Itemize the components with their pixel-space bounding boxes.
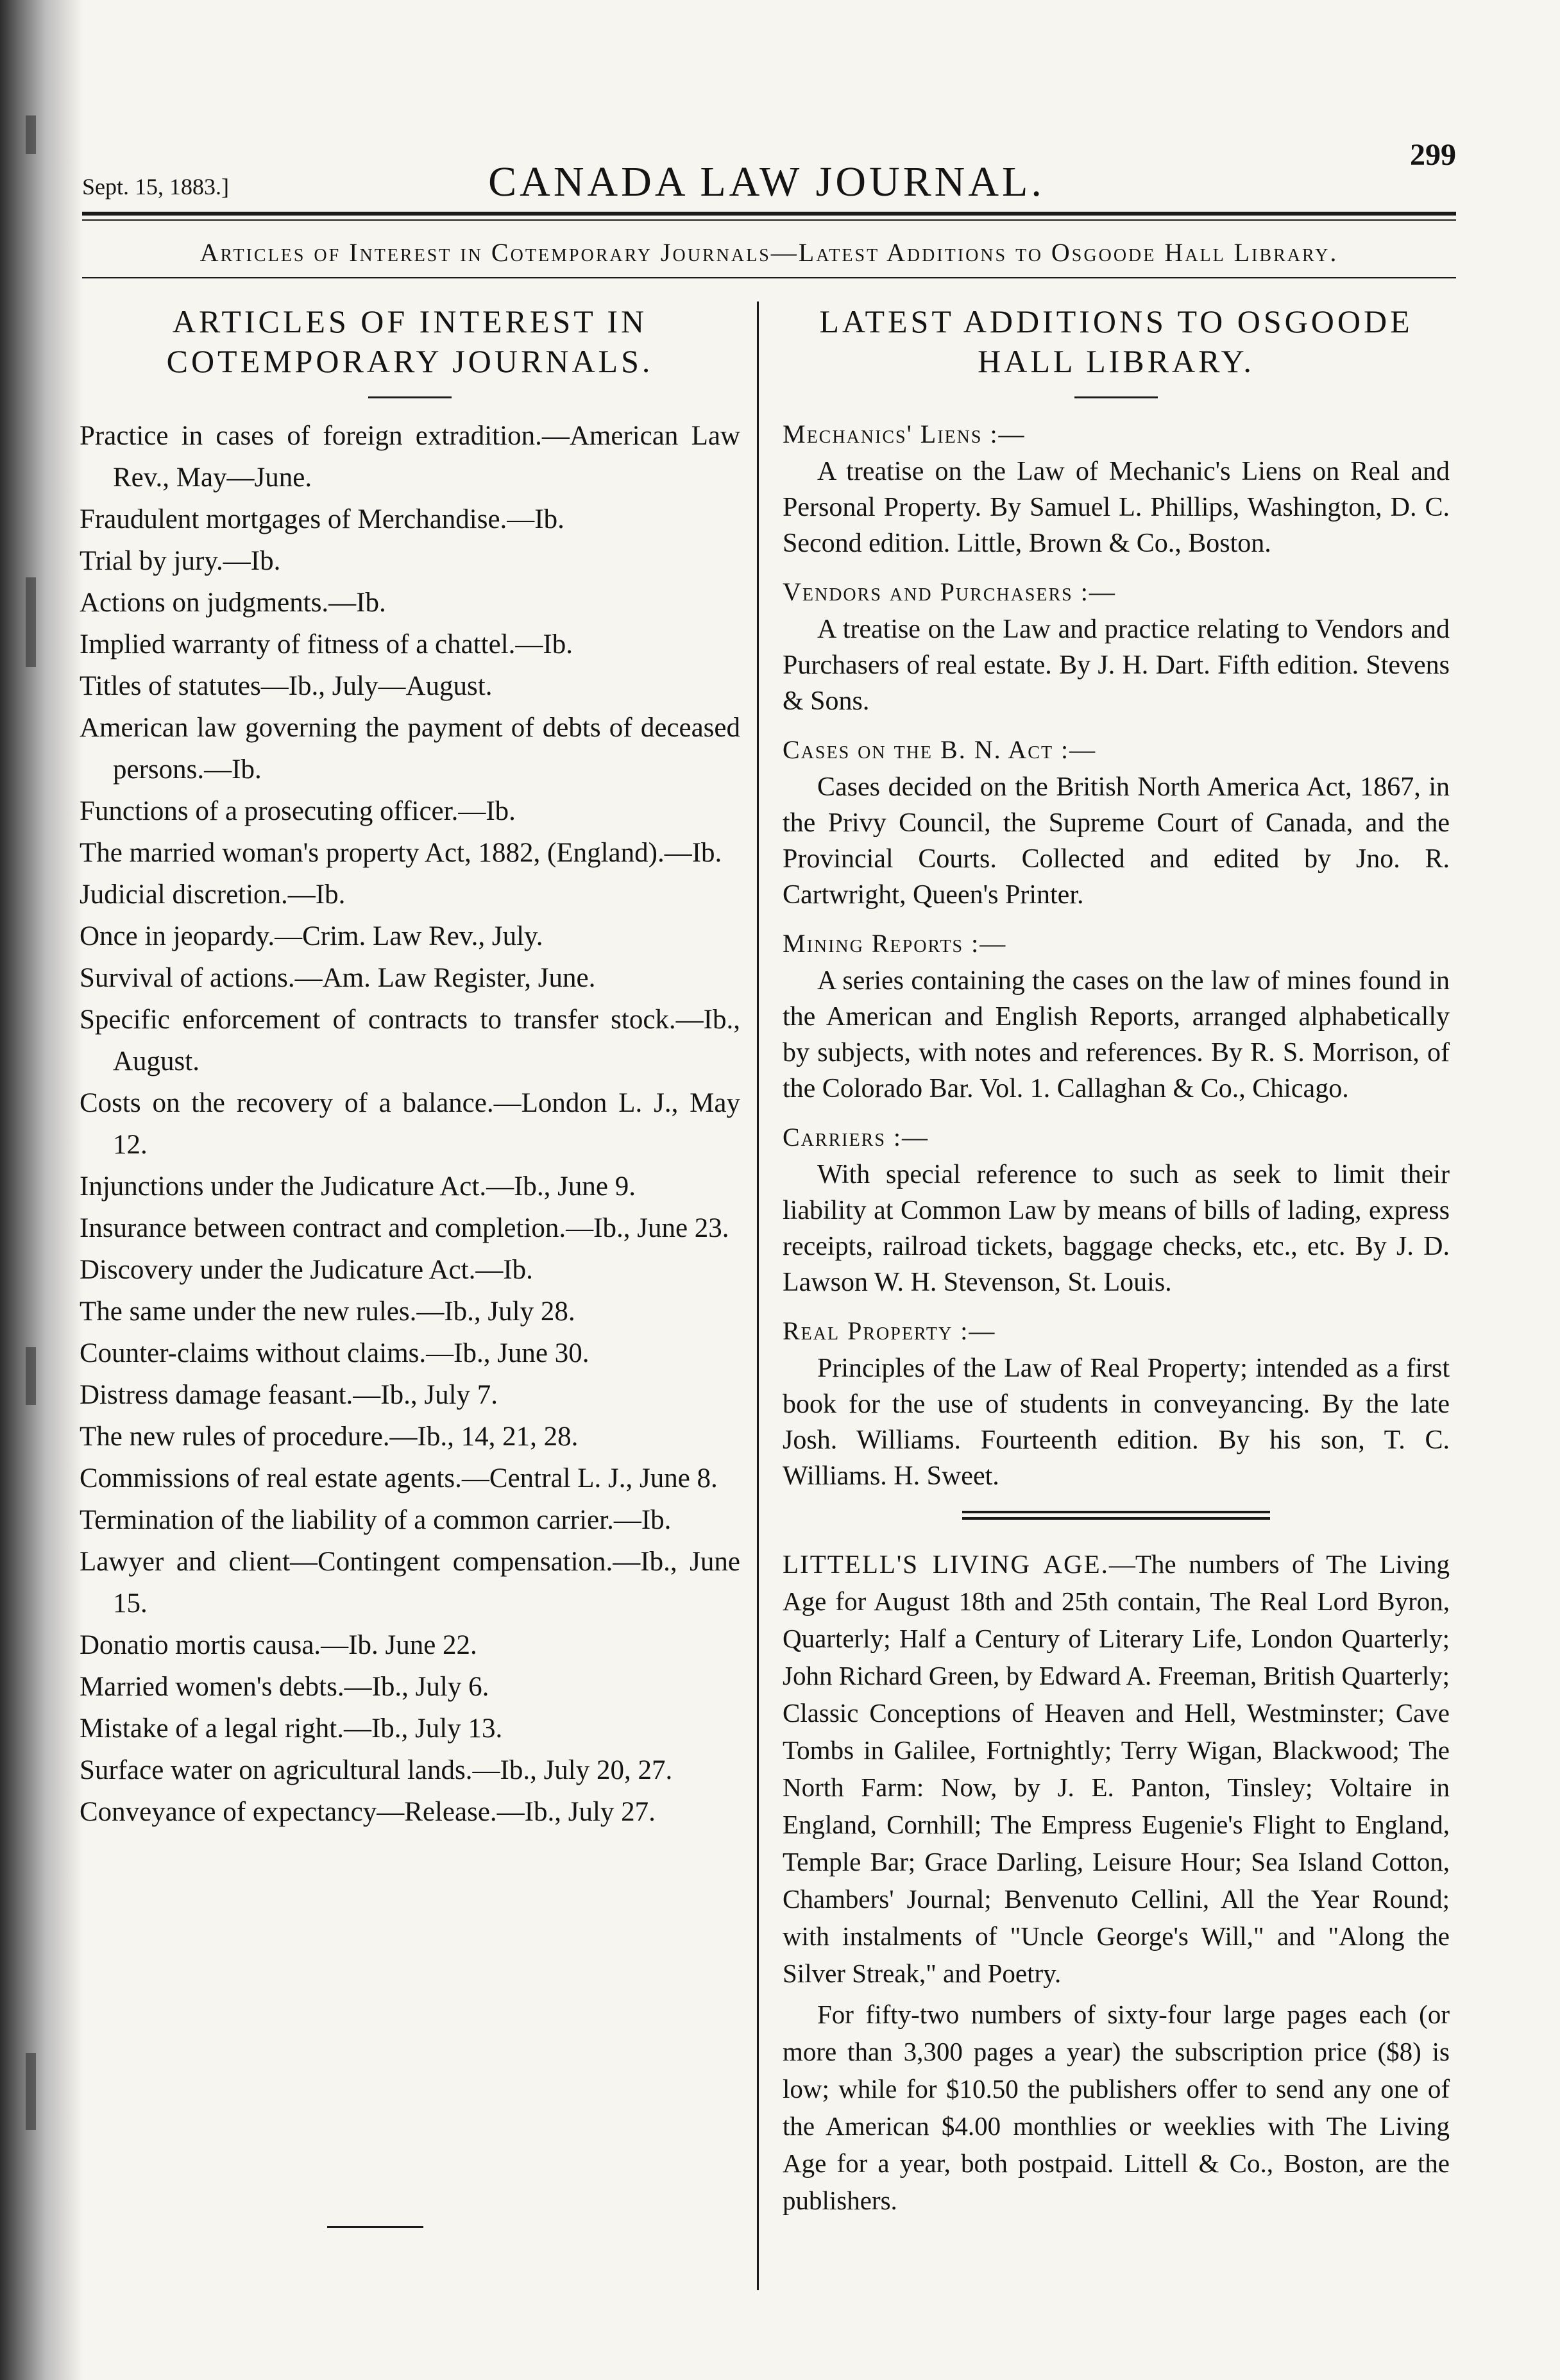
article-entry: Once in jeopardy.—Crim. Law Rev., July. — [80, 921, 543, 951]
article-entry: Implied warranty of fitness of a chattel.—Ib. — [80, 629, 573, 659]
littell-paragraph — [783, 1545, 1450, 1992]
article-entry: Fraudulent mortgages of Merchandise.—Ib. — [80, 504, 564, 534]
article-entry: Specific enforcement of contracts to transfer stock.—Ib., August. — [80, 1005, 740, 1076]
library-section — [783, 573, 1450, 719]
section-body: With special reference to such as seek to limit their liability at Common Law by means of bills of lading, express receipts, railroad tickets, baggage checks, etc., etc. By J. D. Lawson W. H. Stevenson, St. Louis. — [783, 1160, 1450, 1297]
article-entry: Costs on the recovery of a balance.—London L. J., May 12. — [80, 1088, 740, 1160]
section-divider — [962, 1511, 1270, 1520]
page-number: 299 — [1410, 138, 1456, 172]
left-column-heading: ARTICLES OF INTEREST IN COTEMPORARY JOURNALS. — [166, 303, 654, 379]
article-entry: Surface water on agricultural lands.—Ib., July 20, 27. — [80, 1755, 673, 1785]
article-entry: Termination of the liability of a common carrier.—Ib. — [80, 1505, 672, 1535]
article-entry: Married women's debts.—Ib., July 6. — [80, 1672, 489, 1702]
header-rule — [82, 219, 1456, 221]
article-entry: The same under the new rules.—Ib., July 28. — [80, 1296, 575, 1327]
subhead-rule — [82, 277, 1456, 278]
subscription-paragraph: For fifty-two numbers of sixty-four large pages each (or more than 3,300 pages a year) the subscription price ($8) is low; while for $10.50 the publishers offer to send any one of the American $4.00 monthlies or weeklies with The Living Age for a year, both postpaid. Littell & Co., Boston, are the publishers. — [783, 2000, 1450, 2215]
article-entry: Donatio mortis causa.—Ib. June 22. — [80, 1630, 477, 1660]
journal-page — [71, 0, 1462, 2380]
article-entry: Actions on judgments.—Ib. — [80, 588, 386, 618]
section-body: Principles of the Law of Real Property; intended as a first book for the use of students in conveyancing. By the late Josh. Williams. Fourteenth edition. By his son, T. C. Williams. H. Sweet. — [783, 1354, 1450, 1491]
section-body: A treatise on the Law and practice relating to Vendors and Purchasers of real estate. By J. H. Dart. Fifth edition. Stevens & Sons. — [783, 615, 1450, 716]
scan-mark — [26, 1347, 36, 1405]
littell-title: LITTELL'S LIVING AGE. — [783, 1549, 1109, 1579]
article-entry: Mistake of a legal right.—Ib., July 13. — [80, 1713, 503, 1744]
article-entry: Titles of statutes—Ib., July—August. — [80, 671, 493, 701]
section-body: A series containing the cases on the law of mines found in the American and English Reports, arranged alphabetically by subjects, with notes and references. By R. S. Morrison, of the Colorado Bar. Vol. 1. Callaghan & Co., Chicago. — [783, 966, 1450, 1103]
scan-mark — [26, 115, 36, 154]
running-head — [71, 138, 1462, 205]
library-section — [783, 415, 1450, 561]
article-entry: Discovery under the Judicature Act.—Ib. — [80, 1255, 533, 1285]
article-entry: Insurance between contract and completion.—Ib., June 23. — [80, 1213, 729, 1243]
article-entry: Trial by jury.—Ib. — [80, 546, 281, 576]
article-entry: Conveyance of expectancy—Release.—Ib., July 27. — [80, 1797, 656, 1827]
right-column-heading: LATEST ADDITIONS TO OSGOODE HALL LIBRARY. — [819, 303, 1413, 379]
library-additions — [783, 415, 1450, 1494]
section-heading: Mechanics' Liens :— — [783, 420, 1026, 448]
article-entry: The new rules of procedure.—Ib., 14, 21, 28. — [80, 1422, 579, 1452]
journal-title: CANADA LAW JOURNAL. — [488, 158, 1045, 205]
library-section — [783, 1312, 1450, 1494]
article-list — [80, 415, 740, 1833]
article-entry: Distress damage feasant.—Ib., July 7. — [80, 1380, 498, 1410]
right-column — [783, 302, 1450, 2219]
article-entry: Survival of actions.—Am. Law Register, June. — [80, 963, 596, 993]
scan-mark — [26, 2053, 36, 2130]
scan-mark — [26, 577, 36, 667]
end-rule — [327, 2226, 423, 2228]
section-heading: Mining Reports :— — [783, 929, 1007, 958]
heading-rule — [1074, 396, 1158, 398]
section-body: Cases decided on the British North America Act, 1867, in the Privy Council, the Supreme Court of Canada, and the Provincial Courts. Collected and edited by Jno. R. Cartwright, Queen's Printer. — [783, 772, 1450, 910]
section-body: A treatise on the Law of Mechanic's Liens on Real and Personal Property. By Samuel L. Phillips, Washington, D. C. Second edition. Little, Brown & Co., Boston. — [783, 457, 1450, 558]
page-subhead: Articles of Interest in Cotemporary Journals—Latest Additions to Osgoode Hall Library. — [199, 238, 1339, 267]
column-divider — [757, 302, 759, 2290]
section-heading: Cases on the B. N. Act :— — [783, 735, 1097, 764]
section-heading: Real Property :— — [783, 1316, 996, 1345]
issue-date: Sept. 15, 1883.] — [82, 174, 229, 200]
header-rule — [82, 212, 1456, 216]
library-section — [783, 1118, 1450, 1300]
article-entry: American law governing the payment of debts of deceased persons.—Ib. — [80, 713, 740, 785]
heading-rule — [368, 396, 452, 398]
library-section — [783, 731, 1450, 913]
article-entry: Practice in cases of foreign extradition.—American Law Rev., May—June. — [80, 421, 740, 493]
article-entry: Counter-claims without claims.—Ib., June 30. — [80, 1338, 589, 1368]
article-entry: Commissions of real estate agents.—Central L. J., June 8. — [80, 1463, 718, 1493]
library-section — [783, 924, 1450, 1107]
left-column — [80, 302, 740, 1833]
section-heading: Carriers :— — [783, 1123, 929, 1152]
article-entry: Judicial discretion.—Ib. — [80, 880, 346, 910]
article-entry: Functions of a prosecuting officer.—Ib. — [80, 796, 516, 826]
article-entry: Injunctions under the Judicature Act.—Ib., June 9. — [80, 1171, 636, 1202]
article-entry: The married woman's property Act, 1882, (England).—Ib. — [80, 838, 722, 868]
article-entry: Lawyer and client—Contingent compensation.—Ib., June 15. — [80, 1547, 740, 1619]
littell-text: —The numbers of The Living Age for August 18th and 25th contain, The Real Lord Byron, Quarterly; Half a Century of Literary Life, London Quarterly; John Richard Green, by Edward A. Freeman, British Quarterly; Classic Conceptions of Heaven and Hell, Westminster; Cave Tombs in Galilee, Fortnightly; Terry Wigan, Blackwood; The North Farm: Now, by J. E. Panton, Tinsley; Voltaire in England, Cornhill; The Empress Eugenie's Flight to England, Temple Bar; Grace Darling, Leisure Hour; Sea Island Cotton, Chambers' Journal; Benvenuto Cellini, All the Year Round; with instalments of "Uncle George's Will," and "Along the Silver Streak," and Poetry. — [783, 1549, 1450, 1988]
section-heading: Vendors and Purchasers :— — [783, 577, 1116, 606]
